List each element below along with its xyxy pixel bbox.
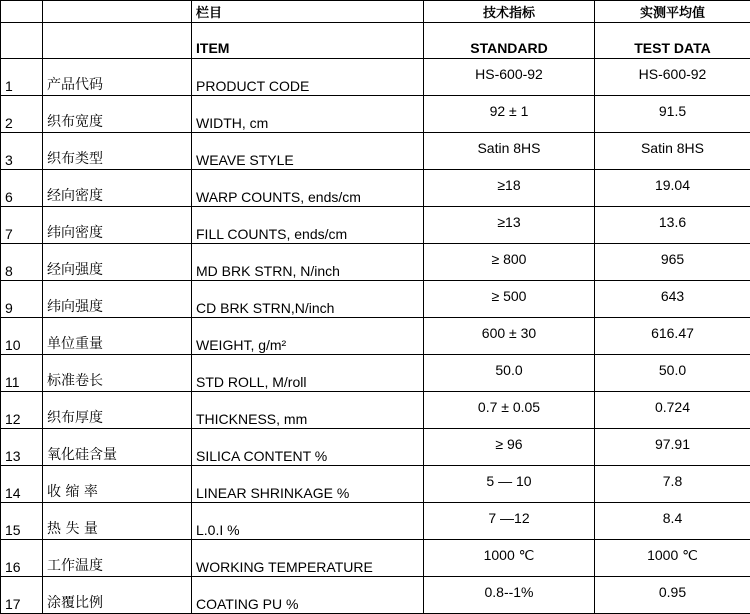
row-number: 7 [1,207,43,244]
row-test-data: 13.6 [595,207,750,244]
row-name-cn: 工作温度 [43,540,192,577]
header-row-cn [1,1,750,23]
row-standard: 7 —12 [424,503,595,540]
row-name-cn: 氧化硅含量 [43,429,192,466]
table-row [1,133,750,170]
row-item: LINEAR SHRINKAGE % [192,466,424,503]
table-row [1,392,750,429]
row-item: PRODUCT CODE [192,59,424,96]
row-test-data: 50.0 [595,355,750,392]
header-cell-cn-empty-2 [43,23,192,59]
row-number: 12 [1,392,43,429]
row-test-data: 0.724 [595,392,750,429]
row-test-data: Satin 8HS [595,133,750,170]
table-row [1,244,750,281]
row-number: 6 [1,170,43,207]
row-standard: ≥ 800 [424,244,595,281]
row-item: WARP COUNTS, ends/cm [192,170,424,207]
row-name-cn: 收 缩 率 [43,466,192,503]
row-test-data: 19.04 [595,170,750,207]
header-cell-item: ITEM [192,23,424,59]
row-number: 2 [1,96,43,133]
row-test-data: 965 [595,244,750,281]
row-standard: ≥ 500 [424,281,595,318]
row-test-data: 0.95 [595,577,750,614]
row-item: STD ROLL, M/roll [192,355,424,392]
row-test-data: 1000 ℃ [595,540,750,577]
row-name-cn: 标准卷长 [43,355,192,392]
row-name-cn: 涂覆比例 [43,577,192,614]
row-test-data: 7.8 [595,466,750,503]
row-number: 11 [1,355,43,392]
row-item: MD BRK STRN, N/inch [192,244,424,281]
table-row [1,318,750,355]
row-number: 1 [1,59,43,96]
table-row [1,355,750,392]
row-standard: 1000 ℃ [424,540,595,577]
row-number: 14 [1,466,43,503]
row-number: 17 [1,577,43,614]
row-number: 15 [1,503,43,540]
row-number: 3 [1,133,43,170]
header-row-en [1,23,750,59]
row-standard: 92 ± 1 [424,96,595,133]
row-item: CD BRK STRN,N/inch [192,281,424,318]
row-standard: ≥13 [424,207,595,244]
row-name-cn: 单位重量 [43,318,192,355]
header-cell-test-cn: 实测平均值 [595,1,750,23]
row-number: 8 [1,244,43,281]
row-number: 16 [1,540,43,577]
row-standard: 50.0 [424,355,595,392]
row-item: WIDTH, cm [192,96,424,133]
row-standard: 600 ± 30 [424,318,595,355]
row-item: SILICA CONTENT % [192,429,424,466]
row-test-data: 643 [595,281,750,318]
header-cell-cn-empty [43,1,192,23]
row-standard: ≥18 [424,170,595,207]
header-cell-standard: STANDARD [424,23,595,59]
row-standard: ≥ 96 [424,429,595,466]
table-row [1,170,750,207]
row-number: 13 [1,429,43,466]
header-cell-no-2 [1,23,43,59]
row-name-cn: 热 失 量 [43,503,192,540]
table-row [1,207,750,244]
row-name-cn: 纬向强度 [43,281,192,318]
row-name-cn: 产品代码 [43,59,192,96]
table-row [1,59,750,96]
row-number: 10 [1,318,43,355]
table-row [1,281,750,318]
row-standard: HS-600-92 [424,59,595,96]
row-name-cn: 织布厚度 [43,392,192,429]
row-item: COATING PU % [192,577,424,614]
table-row [1,466,750,503]
row-standard: 0.7 ± 0.05 [424,392,595,429]
row-test-data: HS-600-92 [595,59,750,96]
row-item: THICKNESS, mm [192,392,424,429]
table-row [1,429,750,466]
header-cell-standard-cn: 技术指标 [424,1,595,23]
row-item: WEIGHT, g/m² [192,318,424,355]
row-standard: 5 — 10 [424,466,595,503]
header-cell-no [1,1,43,23]
header-cell-test: TEST DATA [595,23,750,59]
table-row [1,540,750,577]
row-item: WORKING TEMPERATURE [192,540,424,577]
row-number: 9 [1,281,43,318]
row-test-data: 97.91 [595,429,750,466]
row-standard: Satin 8HS [424,133,595,170]
row-item: WEAVE STYLE [192,133,424,170]
row-name-cn: 织布宽度 [43,96,192,133]
row-item: L.0.I % [192,503,424,540]
row-standard: 0.8--1% [424,577,595,614]
row-name-cn: 经向强度 [43,244,192,281]
row-item: FILL COUNTS, ends/cm [192,207,424,244]
row-test-data: 616.47 [595,318,750,355]
row-name-cn: 经向密度 [43,170,192,207]
row-test-data: 8.4 [595,503,750,540]
header-cell-item-cn: 栏目 [192,1,424,23]
table-row [1,503,750,540]
row-name-cn: 纬向密度 [43,207,192,244]
table-row [1,577,750,614]
row-test-data: 91.5 [595,96,750,133]
table-row [1,96,750,133]
row-name-cn: 织布类型 [43,133,192,170]
